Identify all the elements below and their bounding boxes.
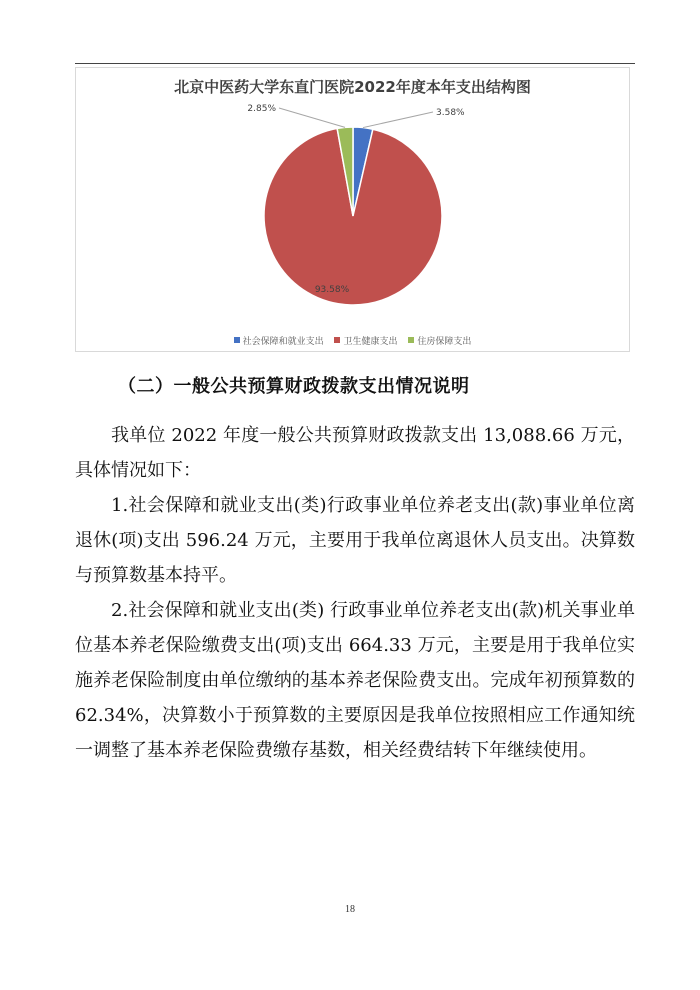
chart-title: 北京中医药大学东直门医院2022年度本年支出结构图 [174, 78, 531, 96]
legend-item-social-security [234, 334, 324, 347]
legend-label: 社会保障和就业支出 [242, 337, 324, 347]
page-number: 18 [345, 904, 355, 915]
data-label: 93.58% [314, 285, 350, 295]
section-heading: （二）一般公共预算财政拨款支出情况说明 [118, 376, 470, 397]
data-label: 2.85% [247, 104, 276, 114]
paragraph-item-1: 1.社会保障和就业支出(类)行政事业单位养老支出(款)事业单位离退休(项)支出 596.24 万元，主要用于我单位离退休人员支出。决算数与预算数基本持平。 [75, 495, 635, 586]
pie-chart-canvas [76, 68, 631, 353]
chart-legend [76, 334, 629, 347]
legend-label: 住房保障支出 [417, 337, 472, 347]
leader-line [279, 108, 345, 127]
leader-line [363, 112, 433, 128]
legend-swatch [408, 337, 414, 343]
paragraph-item-2: 2.社会保障和就业支出(类) 行政事业单位养老支出(款)机关事业单位基本养老保险缴费支出(项)支出 664.33 万元，主要是用于我单位实施养老保险制度由单位缴纳的基本养老保险费支出。完成年初预算数的 62.34%，决算数小于预算数的主要原因是我单位按照相应工作通知统一调整了基本养老保险费缴存基数，相关经费结转下年继续使用。 [75, 600, 635, 761]
data-label: 3.58% [436, 108, 465, 118]
legend-swatch [334, 337, 340, 343]
paragraph-total: 我单位 2022 年度一般公共预算财政拨款支出 13,088.66 万元，具体情况如下： [75, 425, 635, 481]
legend-item-health [334, 334, 397, 347]
header-rule [75, 63, 635, 64]
legend-label: 卫生健康支出 [343, 337, 398, 347]
legend-item-housing [408, 334, 471, 347]
legend-swatch [234, 337, 240, 343]
pie-chart [75, 67, 630, 352]
